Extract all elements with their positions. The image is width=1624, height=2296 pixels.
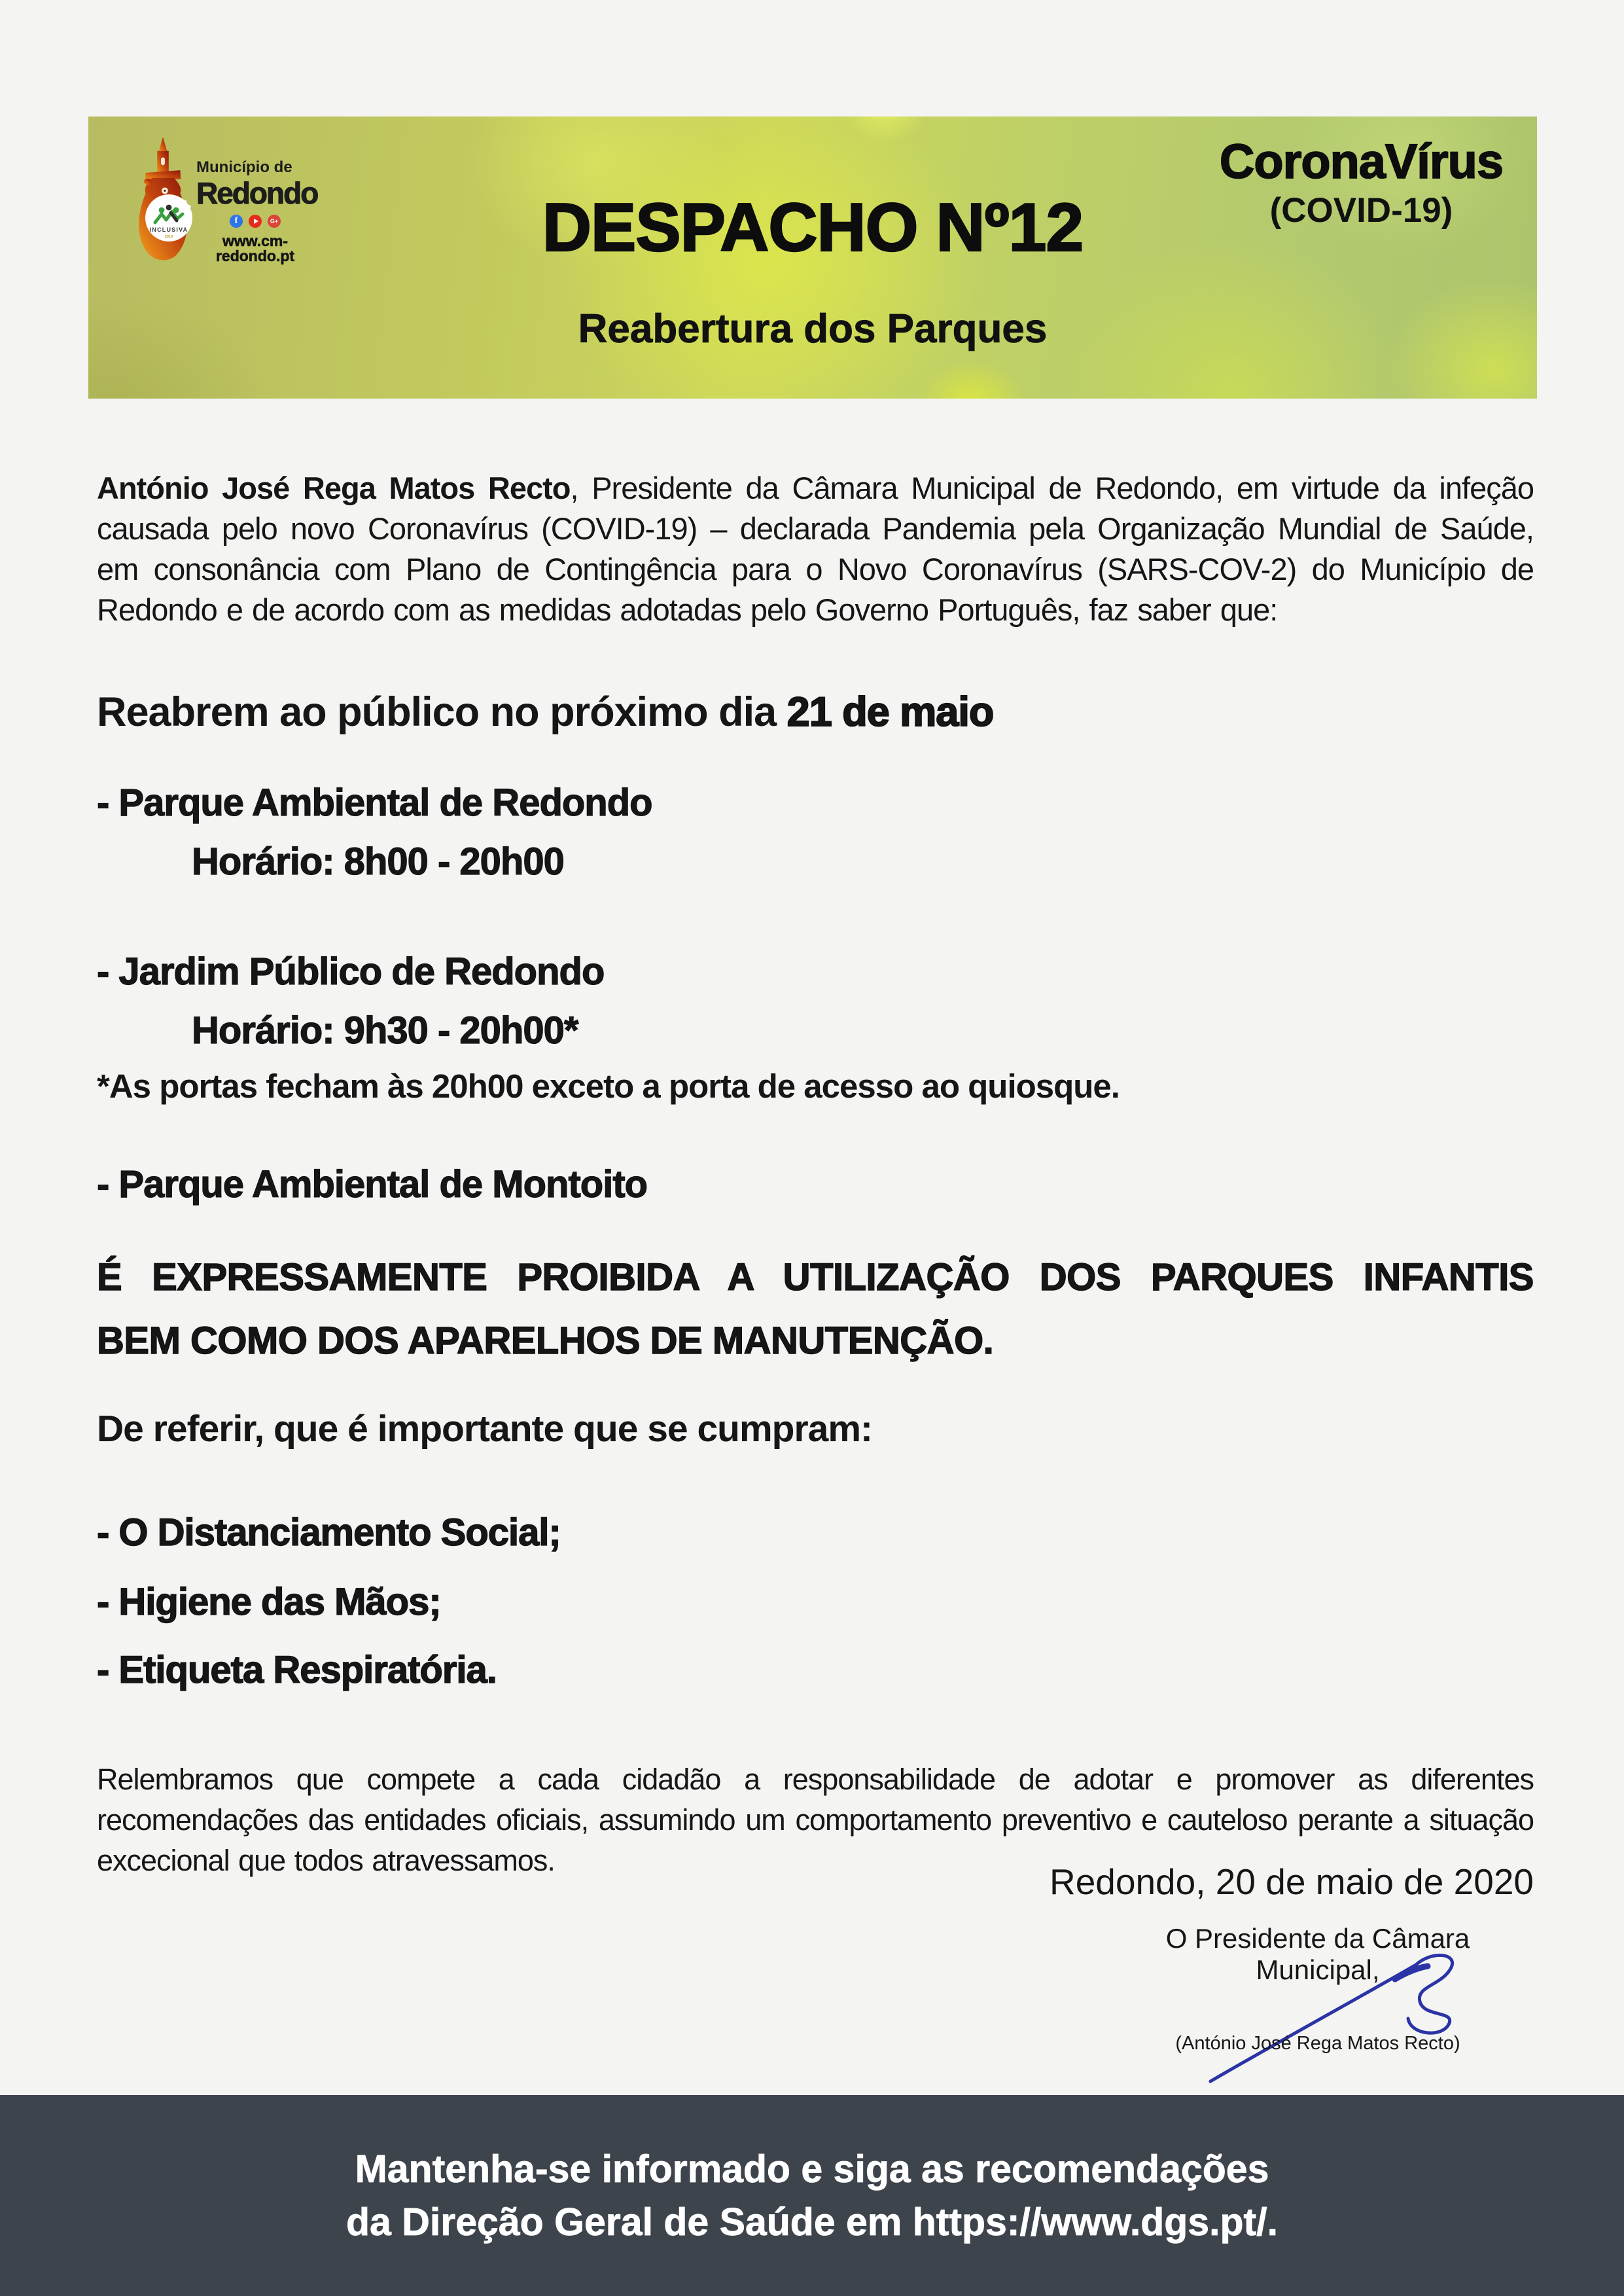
badge-year: 2019 xyxy=(164,235,173,239)
youtube-icon xyxy=(249,215,262,228)
jardim-publico-redondo-schedule: Horário: 9h30 - 20h00* xyxy=(192,1009,578,1052)
signature-name: (António José Rega Matos Recto) xyxy=(1175,2033,1460,2054)
corona-subtitle: (COVID-19) xyxy=(1269,191,1453,230)
rule-respiratory-etiquette: - Etiqueta Respiratória. xyxy=(97,1649,497,1691)
footer-line2: da Direção Geral de Saúde em https://www.dgs.pt/. xyxy=(346,2200,1278,2244)
footer-line1: Mantenha-se informado e siga as recomendações xyxy=(355,2147,1269,2191)
signature-scribble xyxy=(1201,1945,1476,2086)
municipality-website: www.cm-redondo.pt xyxy=(215,232,295,264)
footer-banner xyxy=(0,2095,1624,2296)
reopen-prefix: Reabrem ao público no próximo dia xyxy=(97,689,787,735)
municipality-name: Redondo xyxy=(196,176,318,210)
intro-paragraph xyxy=(97,468,1534,630)
park-ambiental-redondo: - Parque Ambiental de Redondo xyxy=(97,781,652,824)
social-icons-row xyxy=(196,215,314,228)
date-line: Redondo, 20 de maio de 2020 xyxy=(1049,1861,1534,1902)
reopen-date: 21 de maio xyxy=(786,689,994,735)
corona-block xyxy=(1219,134,1503,230)
jardim-publico-redondo: - Jardim Público de Redondo xyxy=(97,950,605,993)
despacho-subtitle: Reabertura dos Parques xyxy=(578,306,1048,351)
badge-title: INCLUSIVA xyxy=(149,226,188,233)
reopen-heading xyxy=(97,689,1534,736)
prohibition-statement xyxy=(97,1246,1534,1372)
municipality-label: Município de xyxy=(196,158,292,176)
signature-title: O Presidente da Câmara Municipal, xyxy=(1165,1923,1470,1985)
corona-title: CoronaVírus xyxy=(1219,134,1503,188)
intro-text: , Presidente da Câmara Municipal de Redondo, em virtude da infeção causada pelo novo Coronavírus (COVID-19) – declarada Pandemia pela Organização Mundial de Saúde, em consonância com Plano de Contingência para o Novo Coronavírus (SARS-COV-2) do Município de Redondo e de acordo com as medidas adotadas pelo Governo Português, faz saber que: xyxy=(97,471,1534,627)
municipality-lockup xyxy=(196,158,318,264)
prohibition-line2: BEM COMO DOS APARELHOS DE MANUTENÇÃO. xyxy=(97,1319,994,1362)
header-banner xyxy=(88,117,1537,399)
facebook-icon: f xyxy=(230,215,243,228)
prohibition-line1: É EXPRESSAMENTE PROIBIDA A UTILIZAÇÃO DOS PARQUES INFANTIS xyxy=(97,1256,1534,1299)
park-ambiental-montoito: - Parque Ambiental de Montoito xyxy=(97,1163,648,1206)
googleplus-icon: G+ xyxy=(268,215,281,228)
rule-social-distancing: - O Distanciamento Social; xyxy=(97,1511,561,1554)
park-ambiental-redondo-schedule: Horário: 8h00 - 20h00 xyxy=(192,840,564,883)
remind-heading: De referir, que é importante que se cumpram: xyxy=(97,1408,873,1450)
mayor-name: António José Rega Matos Recto xyxy=(97,471,571,505)
rule-hand-hygiene: - Higiene das Mãos; xyxy=(97,1581,441,1623)
inclusiva-badge xyxy=(145,194,193,242)
youtube-play-glyph xyxy=(254,219,258,224)
gate-closing-note: *As portas fecham às 20h00 exceto a porta de acesso ao quiosque. xyxy=(97,1067,1120,1105)
despacho-title: DESPACHO Nº12 xyxy=(542,190,1084,266)
closing-paragraph: Relembramos que compete a cada cidadão a responsabilidade de adotar e promover as diferentes recomendações das entidades oficiais, assumindo um comportamento preventivo e cauteloso perante a situação excecional que todos atravessamos. xyxy=(97,1763,1534,1877)
